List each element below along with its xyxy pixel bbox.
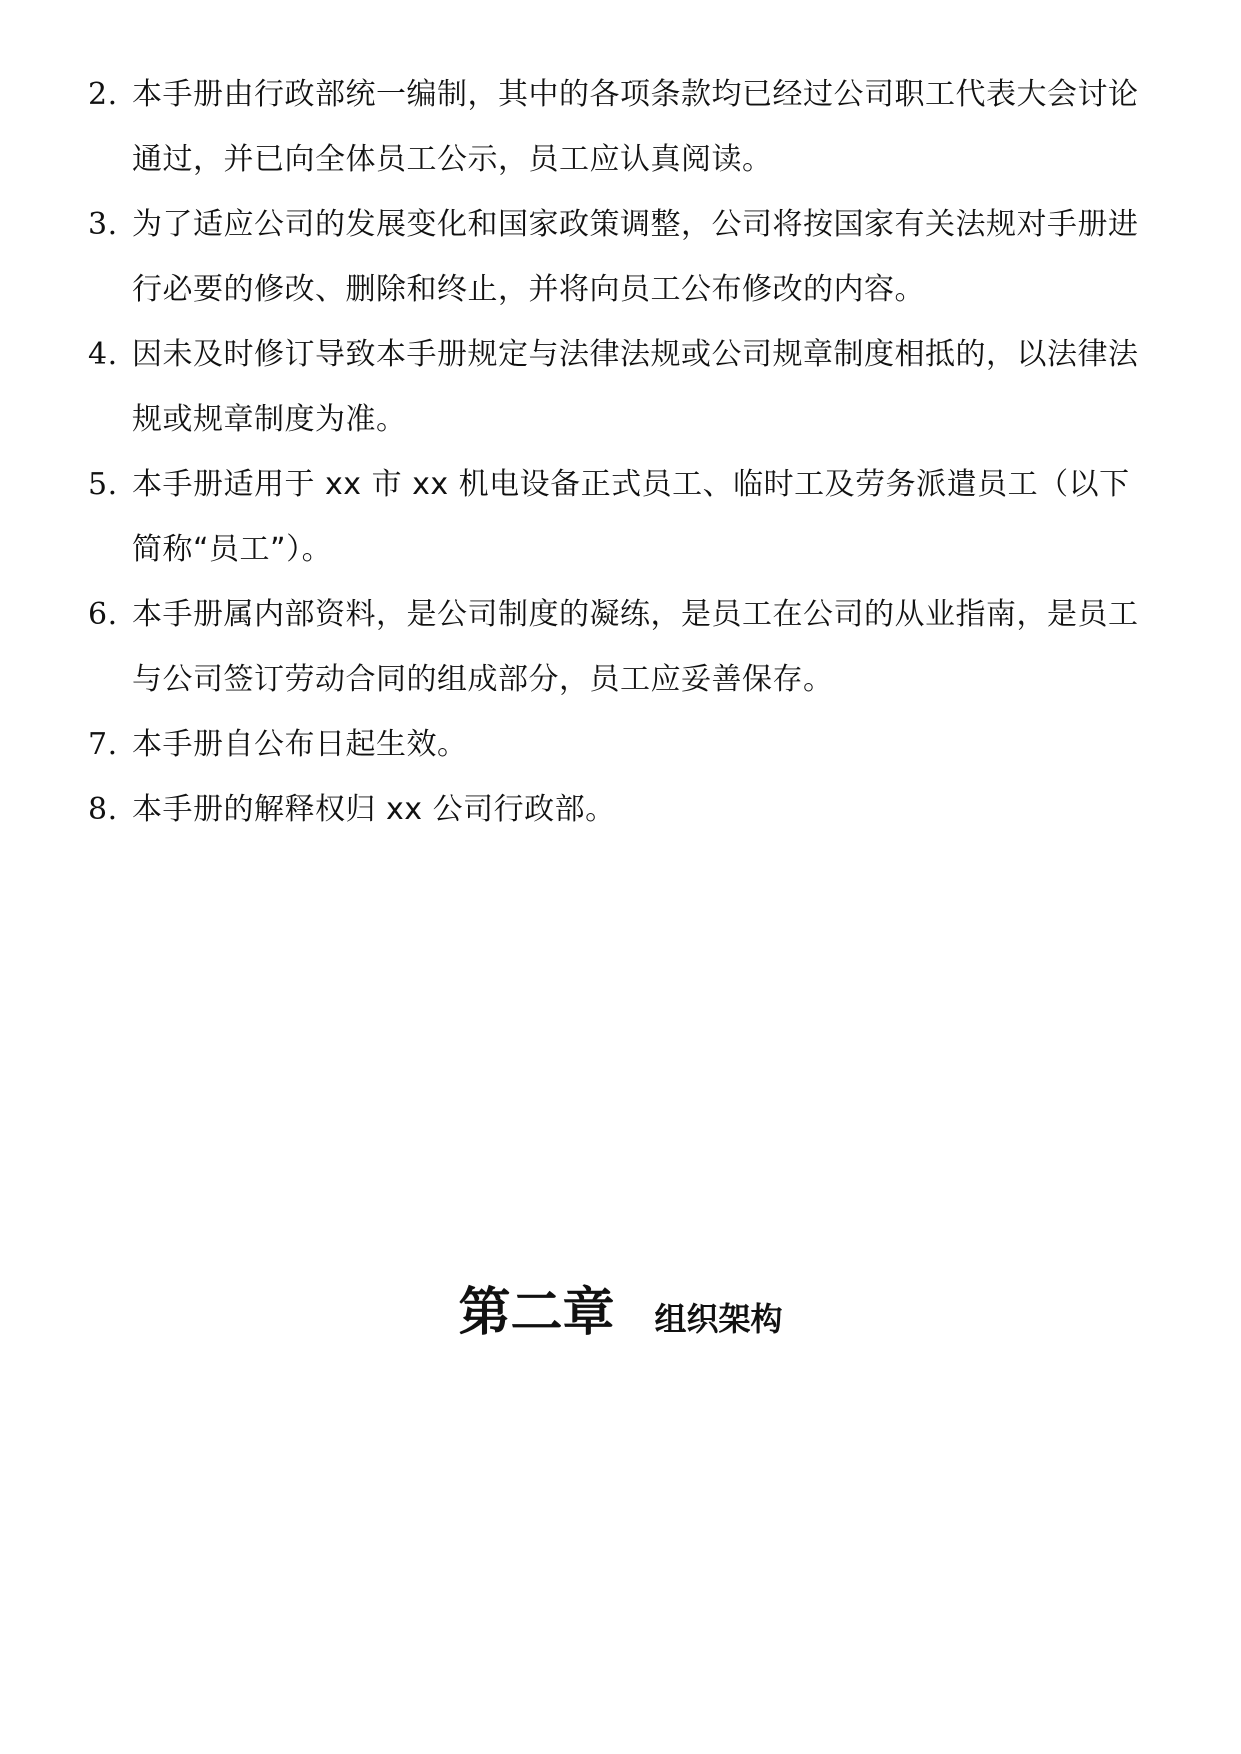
clause-text: 因未及时修订导致本手册规定与法律法规或公司规章制度相抵的，以法律法规或规章制度为准。 <box>132 337 1139 437</box>
clause-number: 5. <box>88 467 118 502</box>
clause-item-8 <box>88 777 1158 842</box>
clause-number: 7. <box>88 727 118 762</box>
clause-item-2 <box>88 62 1158 192</box>
clause-item-6 <box>88 582 1158 712</box>
chapter-heading <box>0 1270 1241 1345</box>
clause-text: 本手册的解释权归 xx 公司行政部。 <box>132 792 616 827</box>
clause-item-3 <box>88 192 1158 322</box>
handbook-clause-list <box>88 62 1158 842</box>
clause-text: 为了适应公司的发展变化和国家政策调整，公司将按国家有关法规对手册进行必要的修改、删除和终止，并将向员工公布修改的内容。 <box>132 207 1139 307</box>
clause-text: 本手册由行政部统一编制，其中的各项条款均已经过公司职工代表大会讨论通过，并已向全体员工公示，员工应认真阅读。 <box>132 77 1139 177</box>
clause-item-7 <box>88 712 1158 777</box>
clause-number: 2. <box>88 77 118 112</box>
clause-text: 本手册属内部资料，是公司制度的凝练，是员工在公司的从业指南，是员工与公司签订劳动合同的组成部分，员工应妥善保存。 <box>132 597 1139 697</box>
clause-item-4 <box>88 322 1158 452</box>
clause-text: 本手册自公布日起生效。 <box>132 727 468 762</box>
chapter-title: 组织架构 <box>654 1300 783 1338</box>
clause-number: 4. <box>88 337 118 372</box>
clause-item-5 <box>88 452 1158 582</box>
clause-number: 6. <box>88 597 118 632</box>
clause-number: 8. <box>88 792 118 827</box>
clause-text: 本手册适用于 xx 市 xx 机电设备正式员工、临时工及劳务派遣员工（以下简称“员工”）。 <box>132 467 1130 567</box>
chapter-number: 第二章 <box>458 1282 615 1343</box>
clause-number: 3. <box>88 207 118 242</box>
